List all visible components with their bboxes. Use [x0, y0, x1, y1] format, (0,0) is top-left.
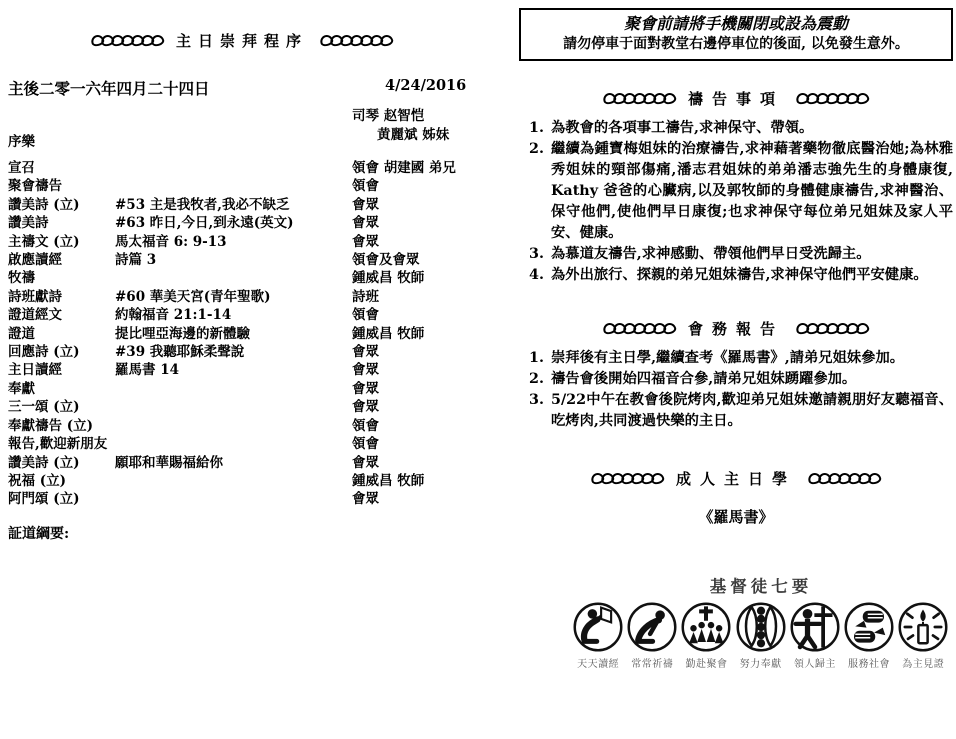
program-item-role: 會眾 [352, 491, 379, 508]
program-row [8, 269, 476, 287]
scroll-ornament-right-icon [796, 93, 869, 104]
prayer-item-number: 1. [529, 120, 544, 136]
program-item-role: 詩班 [352, 288, 379, 305]
program-item-content [115, 159, 352, 177]
program-item-role: 會眾 [352, 399, 379, 416]
prayer-item [519, 118, 953, 139]
program-item-content [115, 398, 352, 416]
seven-essential-item [734, 602, 788, 670]
program-row [8, 490, 476, 508]
seven-essential-item [842, 602, 896, 670]
date-chinese: 主後二零一六年四月二十四日 [8, 79, 210, 98]
page-title: 主日崇拜程序 [175, 32, 308, 50]
program-row [8, 196, 476, 214]
program-item-name: 三一頌 (立) [8, 399, 80, 416]
program-row [8, 398, 476, 416]
prayer-item [519, 244, 953, 265]
prayer-item-number: 3. [529, 246, 544, 262]
seven-essential-item [788, 602, 842, 670]
program-item-name: 詩班獻詩 [8, 288, 62, 305]
program-item-content: #60 華美天宮(青年聖歌) [115, 288, 271, 305]
program-row [8, 435, 476, 453]
program-item-content: 約翰福音 21:1-14 [115, 307, 232, 324]
program-item-content [115, 269, 352, 287]
program-item-name: 奉獻禱告 (立) [8, 417, 93, 434]
attend-meeting-icon [679, 602, 733, 652]
report-item [519, 348, 953, 369]
program-item-role: 會眾 [352, 362, 379, 379]
program-row [8, 380, 476, 398]
prelude-row [8, 107, 476, 153]
seven-essentials-block [571, 573, 951, 670]
program-row [8, 343, 476, 361]
program-item-name: 宣召 [8, 160, 35, 176]
sermon-outline-label: 証道綱要: [8, 525, 70, 542]
scroll-ornament-left-icon [91, 35, 164, 46]
prayer-list [519, 118, 953, 286]
program-item-name: 報告,歡迎新朋友 [8, 436, 108, 453]
program-item-name: 阿門頌 (立) [8, 491, 80, 508]
program-row [8, 159, 476, 177]
program-item-role: 領會及會眾 [352, 252, 420, 269]
program-item-role: 領會 胡建國 弟兄 [352, 160, 456, 176]
sunday-school-heading [519, 468, 953, 489]
seven-essential-label: 為主見證 [902, 659, 945, 670]
seven-essential-label: 努力奉獻 [739, 659, 782, 670]
pray-icon [625, 602, 679, 652]
report-item-number: 1. [529, 350, 544, 366]
program-item-role: 鍾威昌 牧師 [352, 270, 425, 287]
seven-essential-item [625, 602, 679, 670]
program-item-content: 提比哩亞海邊的新體驗 [115, 325, 250, 342]
program-row [8, 306, 476, 324]
scroll-ornament-left-icon [591, 473, 664, 484]
program-item-name: 證道 [8, 325, 35, 342]
scroll-ornament-right-icon [796, 323, 869, 334]
prayer-section-heading [519, 88, 953, 109]
program-row [8, 454, 476, 472]
program-item-content [115, 435, 352, 453]
program-row [8, 177, 476, 195]
program-row [8, 233, 476, 251]
notice-line-1: 聚會前請將手機關閉或設為震動 [623, 14, 848, 33]
program-item-name: 祝福 (立) [8, 472, 66, 489]
sunday-school-book: 《羅馬書》 [698, 508, 774, 526]
report-item [519, 369, 953, 390]
program-item-role: 會眾 [352, 196, 379, 213]
prayer-item-text: 為外出旅行、探親的弟兄姐妹禱告,求神保守他們平安健康。 [551, 267, 928, 283]
seven-essentials-title: 基督徒七要 [709, 577, 813, 596]
program-item-role: 會眾 [352, 215, 379, 232]
seven-essentials-row [571, 602, 951, 670]
lead-to-lord-icon [788, 602, 842, 652]
program-item-name: 回應詩 (立) [8, 344, 80, 361]
seven-essential-label: 天天讀經 [577, 659, 620, 670]
pianists-block [352, 107, 449, 145]
seven-essential-item [896, 602, 950, 670]
program-item-content [115, 472, 352, 490]
report-item-text: 5/22中午在教會後院烤肉,歡迎弟兄姐妹邀請親朋好友聽福音、吃烤肉,共同渡過快樂的主日。 [551, 392, 953, 429]
prayer-item [519, 265, 953, 286]
report-item-text: 禱告會後開始四福音合參,請弟兄姐妹踴躍參加。 [551, 371, 857, 387]
offering-icon [734, 602, 788, 652]
program-item-content: 馬太福音 6: 9-13 [115, 233, 227, 250]
program-item-content: 詩篇 3 [115, 252, 157, 269]
program-list [8, 159, 476, 509]
prayer-item-text: 為教會的各項事工禱告,求神保守、帶領。 [551, 120, 814, 136]
prayer-item-number: 2. [529, 141, 544, 157]
report-list [519, 348, 953, 432]
seven-essential-label: 服務社會 [848, 659, 891, 670]
prayer-item [519, 139, 953, 244]
scroll-ornament-right-icon [320, 35, 393, 46]
pianist-line-2: 黄麗斌 姊妹 [377, 127, 450, 143]
read-bible-icon [571, 602, 625, 652]
program-item-name: 主禱文 (立) [8, 233, 80, 250]
program-item-name: 證道經文 [8, 307, 62, 324]
program-row [8, 417, 476, 435]
report-item-number: 3. [529, 392, 544, 408]
report-section-heading [519, 318, 953, 339]
serve-society-icon [842, 602, 896, 652]
program-item-name: 啟應讀經 [8, 252, 62, 269]
prayer-item-text: 為慕道友禱告,求神感動、帶領他們早日受洗歸主。 [551, 246, 871, 262]
program-item-content [115, 490, 352, 508]
program-item-content: 羅馬書 14 [115, 362, 179, 379]
program-row [8, 214, 476, 232]
program-row [8, 325, 476, 343]
seven-essential-label: 勤赴聚會 [685, 659, 728, 670]
program-item-content [115, 417, 352, 435]
program-row [8, 472, 476, 490]
seven-essential-label: 常常祈禱 [631, 659, 674, 670]
report-item-number: 2. [529, 371, 544, 387]
program-item-role: 領會 [352, 436, 379, 453]
program-item-content: #39 我聽耶穌柔聲說 [115, 344, 245, 361]
program-item-role: 領會 [352, 307, 379, 324]
worship-order-column [8, 30, 476, 543]
notice-line-2: 請勿停車于面對教堂右邊停車位的後面, 以免發生意外。 [563, 36, 909, 52]
date-row [8, 77, 476, 97]
program-item-content: #53 主是我牧者,我必不缺乏 [115, 196, 290, 213]
announcements-column [519, 8, 953, 670]
prayer-item-text: 繼續為鍾寶梅姐妹的治療禱告,求神藉著藥物徹底醫治她;為林雅秀姐妹的頸部傷痛,潘志君姐妹的弟弟潘志強先生的身體康復, Kathy 爸爸的心臟病,以及郭牧師的身體健康禱告,求神醫治、保守他們,使他們早日康復;也求神保守每位弟兄姐妹及家人平安、健康。 [551, 141, 953, 241]
date-numeric: 4/24/2016 [385, 77, 467, 94]
report-heading-label: 會務報告 [687, 320, 784, 338]
report-item [519, 390, 953, 432]
program-item-content [115, 177, 352, 195]
program-row [8, 251, 476, 269]
program-item-role: 領會 [352, 417, 379, 434]
program-item-role: 會眾 [352, 454, 379, 471]
program-item-role: 會眾 [352, 233, 379, 250]
program-item-role: 會眾 [352, 380, 379, 397]
program-row [8, 361, 476, 379]
witness-icon [896, 602, 950, 652]
scroll-ornament-right-icon [808, 473, 881, 484]
program-item-name: 奉獻 [8, 380, 35, 397]
program-item-name: 主日讀經 [8, 362, 62, 379]
notice-box [519, 8, 953, 61]
program-item-name: 讚美詩 (立) [8, 454, 80, 471]
report-item-text: 崇拜後有主日學,繼續查考《羅馬書》,請弟兄姐妹參加。 [551, 350, 905, 366]
scroll-ornament-left-icon [603, 323, 676, 334]
main-title-row [8, 30, 476, 51]
program-item-content: 願耶和華賜福給你 [115, 454, 223, 471]
program-item-name: 讚美詩 [8, 215, 49, 232]
program-item-content [115, 380, 352, 398]
sunday-school-label: 成人主日學 [675, 470, 796, 488]
seven-essential-label: 領人歸主 [793, 659, 836, 670]
prelude-label: 序樂 [8, 134, 35, 150]
prayer-heading-label: 禱告事項 [687, 90, 784, 108]
program-item-role: 鍾威昌 牧師 [352, 325, 425, 342]
program-item-name: 讚美詩 (立) [8, 196, 80, 213]
program-item-name: 聚會禱告 [8, 178, 62, 195]
program-item-name: 牧禱 [8, 270, 35, 287]
program-item-content: #63 昨日,今日,到永遠(英文) [115, 215, 294, 232]
prayer-item-number: 4. [529, 267, 544, 283]
scroll-ornament-left-icon [603, 93, 676, 104]
pianist-line-1: 司琴 赵智恺 [352, 108, 425, 124]
seven-essential-item [571, 602, 625, 670]
program-row [8, 288, 476, 306]
program-item-role: 鍾威昌 牧師 [352, 472, 425, 489]
program-item-role: 領會 [352, 178, 379, 195]
program-item-role: 會眾 [352, 344, 379, 361]
seven-essential-item [679, 602, 733, 670]
